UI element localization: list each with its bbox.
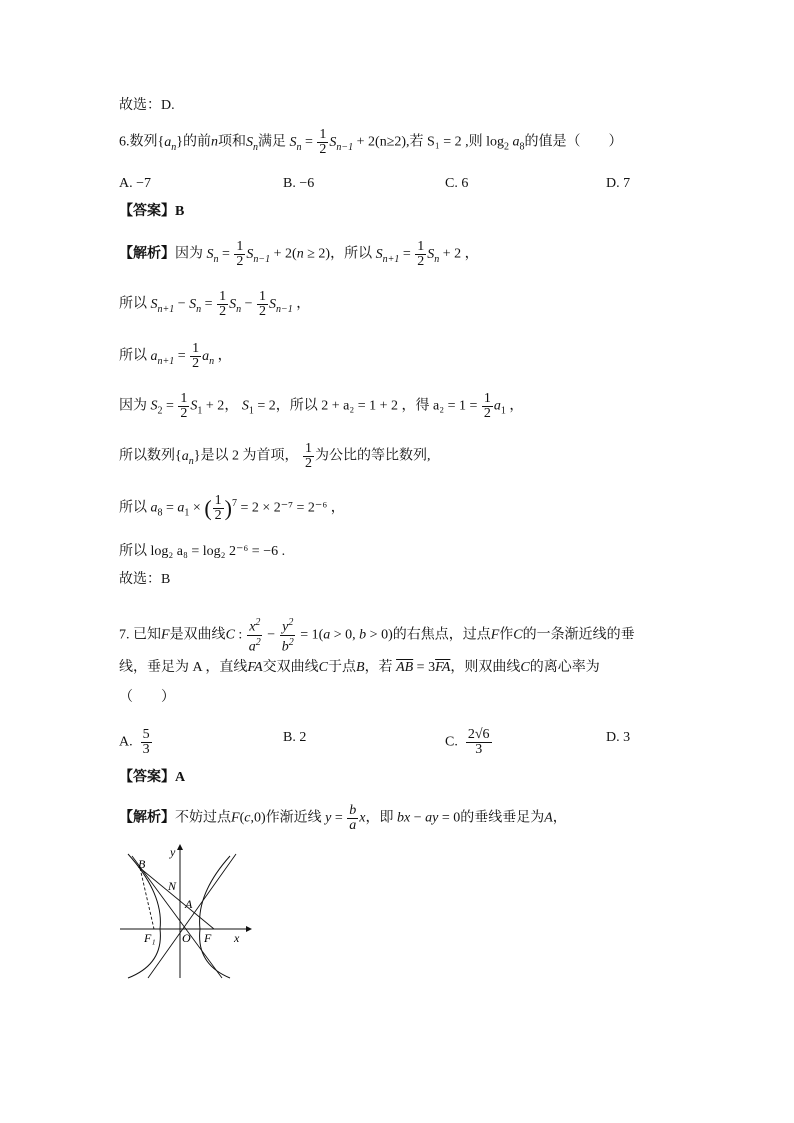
q6-analysis-line5: 所以数列$\{a_n\}$是以 2 为首项， $\frac{1}{2}$ 为公比的等比数列, xyxy=(119,441,431,471)
q7-option-b: B. 2 xyxy=(283,730,307,745)
label-f1: F₁ xyxy=(144,931,156,945)
line-bf xyxy=(140,868,214,929)
q6-option-c: C. 6 xyxy=(445,176,469,191)
q7-option-d: D. 3 xyxy=(606,730,631,745)
label-x: x xyxy=(234,931,240,945)
q7-option-a: A. $\frac{5}{3}$ xyxy=(119,727,150,757)
fraction-half: $\frac{1}{2}$ xyxy=(319,127,327,157)
q6-analysis-line7: 所以 log₂ a₈ = log₂ 2⁻⁶ = −6 . xyxy=(119,544,286,559)
q7-analysis: 【解析】不妨过点F(c,0)作渐近线 y = $\frac{b}{a}$ x，即 bx − ay = 0的垂线垂足为A， xyxy=(119,803,567,833)
q7-stem-line1: 7. 已知F是双曲线C : $\frac{x^2}{a^2}$ − $\frac{y^2}{b^2}$ = 1(a > 0, b > 0)的右焦点，过点F作C的一条渐近线的垂 xyxy=(119,617,635,655)
q6-analysis-line2: 所以 $S_{n+1} - S_n$ = $\frac{1}{2}$ $S_n$ − $\frac{1}{2}$ $S_{n-1}$ ， xyxy=(119,289,311,319)
asymptote-1 xyxy=(148,854,236,978)
q6-answer: 【答案】B xyxy=(119,204,185,219)
q6-option-d: D. 7 xyxy=(606,176,631,191)
q6-option-b: B. −6 xyxy=(283,176,315,191)
label-y: y xyxy=(170,845,176,859)
asymptote-2 xyxy=(132,856,222,978)
label-n: N xyxy=(168,879,177,893)
q7-stem-line2: 线，垂足为 A ，直线FA交双曲线C于点B，若 $\overline{AB} = 3\overline{FA}$，则双曲线C的离心率为 xyxy=(119,660,600,675)
hyperbola-right-branch xyxy=(200,856,230,978)
q6-stem: 6.数列$\{a_n\}$的前n项和$S_n$满足 $S_n$ = $\frac{1}{2}$ $S_{n-1} + 2(n\ge 2)$,若 S₁ = 2 ,则 $\log_2 a_8$的值是（ ） xyxy=(119,127,623,157)
q7-option-c: C. $\frac{2√6}{3}$ xyxy=(445,727,490,757)
label-a: A xyxy=(185,897,193,911)
q6-conclusion: 故选：B xyxy=(119,572,171,587)
y-axis-arrow xyxy=(177,844,183,850)
q7-answer: 【答案】A xyxy=(119,770,186,785)
q6-analysis-line1: 【解析】因为 $S_n$ = $\frac{1}{2}$ $S_{n-1} + 2(n \ge 2)$，所以 $S_{n+1}$ = $\frac{1}{2}$ $S_n + 2$ ， xyxy=(119,239,479,269)
label-b: B xyxy=(138,857,146,871)
x-axis-arrow xyxy=(246,926,252,932)
line-bf1-dashed xyxy=(140,868,154,929)
q6-analysis-line4: 因为 $S_2$ = $\frac{1}{2}$ $S_1 + 2$， $S_1 = 2$，所以 2 + a₂ = 1 + 2 ，得 a₂ = 1 = $\frac{1}{2}$ $a_1$ ， xyxy=(119,391,524,421)
q6-analysis-line3: 所以 $a_{n+1}$ = $\frac{1}{2}$ $a_n$ ， xyxy=(119,341,232,371)
label-o: O xyxy=(182,931,191,945)
q7-stem-line3: （ ） xyxy=(119,690,175,705)
q6-analysis-line6: 所以 $a_8 = a_1$ × ( $\frac{1}{2}$ )$^7$ = 2 × 2⁻⁷ = 2⁻⁶ ， xyxy=(119,493,345,523)
hyperbola-figure xyxy=(118,842,252,982)
prev-conclusion: 故选：D. xyxy=(119,98,175,113)
label-f: F xyxy=(204,931,212,945)
q6-option-a: A. −7 xyxy=(119,176,152,191)
